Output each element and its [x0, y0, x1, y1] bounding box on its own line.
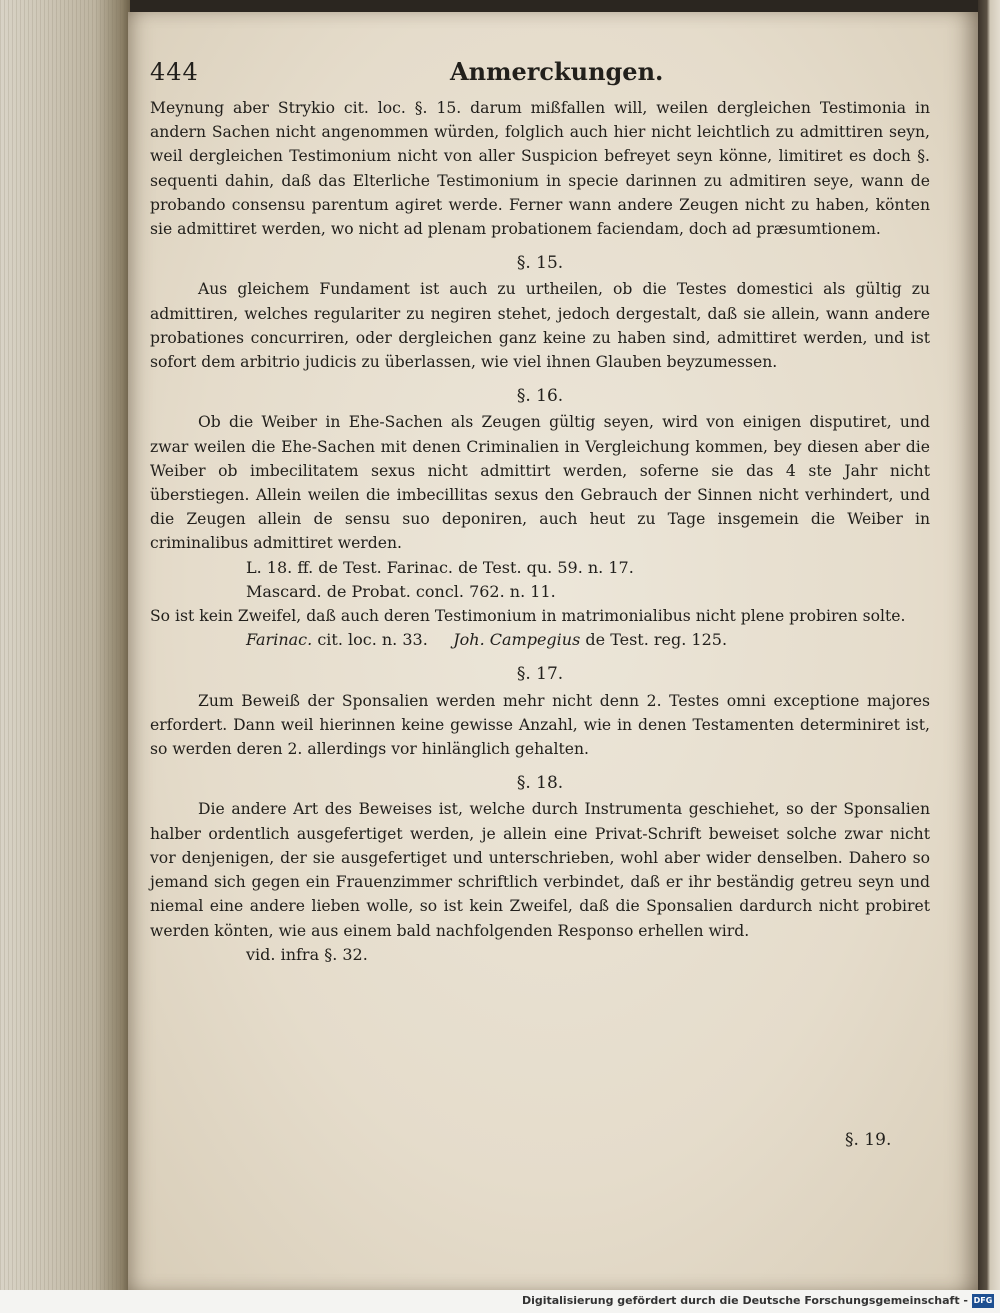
citation-2: Mascard. de Probat. concl. 762. n. 11.	[246, 581, 556, 601]
section-heading-18: §. 18.	[516, 773, 564, 794]
footer-bar	[0, 1290, 1000, 1313]
citation-3-ref-2: de Test. reg. 125.	[585, 630, 728, 650]
paragraph-18: Die andere Art des Beweises ist, welche durch Instrumenta geschiehet, so der Sponsalien halber ordentlich ausgefertiget werden, je allein eine Privat-Schrift beweiset solche zwar nicht vor denjenigen, der sie ausgefertiget und unterschrieben, wohl aber wider denselben. Dahero so jemand sich gegen ein Frauenzimmer schriftlich verbindet, daß er ihr beständig getreu seyn und niemal eine andere lieben wolle, so ist kein Zweifel, daß die Sponsalien dardurch nicht probiret werden könten, wie aus einem bald nachfolgenden Responso erhellen wird.	[150, 800, 930, 940]
citation-3-author-1: Farinac.	[246, 630, 313, 650]
citation-4: vid. infra §. 32.	[246, 944, 368, 964]
running-title: Anmerckungen.	[450, 57, 664, 86]
citation-3-ref-1: cit. loc. n. 33.	[317, 630, 428, 650]
funding-notice: Digitalisierung gefördert durch die Deutsche Forschungsgemeinschaft -	[521, 1294, 968, 1307]
paragraph-continuation: Meynung aber Strykio cit. loc. §. 15. darum mißfallen will, weilen dergleichen Testimonia in andern Sachen nicht angenommen würden, folglich auch hier nicht leichtlich zu admittiren seyn, weil dergleichen Testimonium nicht von aller Suspicion befreyet seyn könne, limitiret es doch §. sequenti dahin, daß das Elterliche Testimonium in specie darinnen zu admitiren seye, wann de probando consensu parentum agiret werde. Ferner wann andere Zeugen nicht zu haben, könten sie admittiret werden, wo nicht ad plenam probationem faciendam, doch ad præsumtionem.	[150, 99, 930, 239]
dfg-logo-icon: DFG	[972, 1294, 994, 1308]
citation-3-author-2: Joh. Campegius	[453, 630, 581, 650]
page-number: 444	[150, 58, 199, 86]
section-heading-17: §. 17.	[516, 664, 564, 685]
page-header	[150, 58, 930, 92]
paragraph-16-conclusion: So ist kein Zweifel, daß auch deren Testimonium in matrimonialibus nicht plene probiren solte.	[150, 607, 906, 626]
catchword: §. 19.	[845, 1130, 892, 1150]
page-text	[150, 58, 930, 967]
paragraph-17: Zum Beweiß der Sponsalien werden mehr nicht denn 2. Testes omni exceptione majores erfordert. Dann weil hierinnen keine gewisse Anzahl, wie in denen Testamenten determiniret ist, so werden deren 2. allerdings vor hinlänglich gehalten.	[150, 691, 930, 759]
paragraph-15: Aus gleichem Fundament ist auch zu urtheilen, ob die Testes domestici als gültig zu admittiren, welches regulariter zu negiren stehet, jedoch dergestalt, daß sie allein, wann andere probationes concurriren, oder dergleichen ganz keine zu haben sind, admittiret werden, und ist sofort dem arbitrio judicis zu überlassen, wie viel ihnen Glauben beyzumessen.	[150, 280, 930, 372]
facing-page-edge	[978, 0, 1000, 1290]
section-heading-15: §. 15.	[516, 253, 564, 274]
page-stack-edge	[0, 0, 130, 1290]
section-heading-16: §. 16.	[516, 386, 564, 407]
paragraph-16: Ob die Weiber in Ehe-Sachen als Zeugen gültig seyen, wird von einigen disputiret, und zwar weilen die Ehe-Sachen mit denen Criminalien in Vergleichung kommen, bey diesen aber die Weiber ob imbecilitatem sexus nicht admittirt werden, soferne sie das 4 ste Jahr nicht überstiegen. Allein weilen die imbecillitas sexus den Gebrauch der Sinnen nicht verhindert, und die Zeugen allein de sensu suo deponiren, auch heut zu Tage insgemein die Weiber in criminalibus admittiret werden.	[150, 413, 930, 553]
citation-1: L. 18. ff. de Test. Farinac. de Test. qu. 59. n. 17.	[246, 557, 634, 577]
citation-3	[246, 628, 930, 652]
